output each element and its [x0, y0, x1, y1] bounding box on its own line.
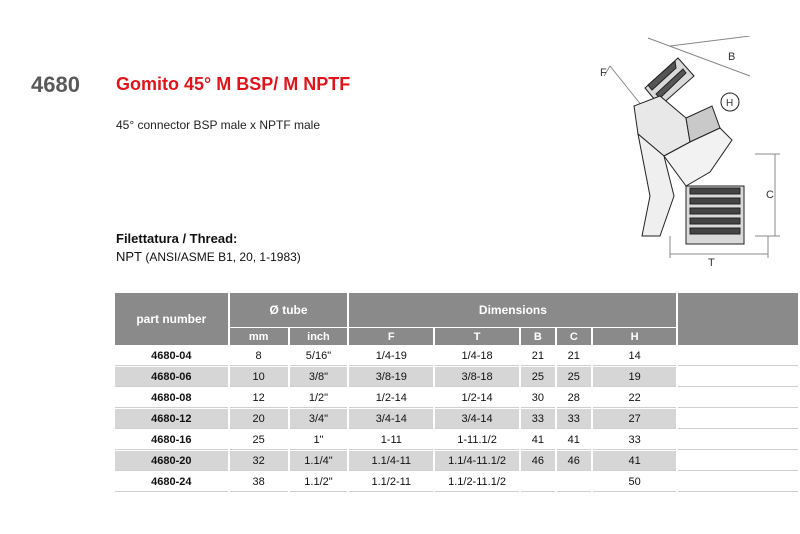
dim-label-f: F: [600, 67, 607, 79]
h-cell: 41: [593, 451, 677, 471]
mm-cell: 38: [230, 472, 288, 492]
inch-cell: 1": [290, 430, 348, 450]
t-cell: 3/4-14: [435, 409, 519, 429]
dim-label-c: C: [766, 189, 774, 201]
part-number-cell: 4680-24: [115, 472, 228, 492]
dim-label-t: T: [708, 257, 715, 269]
mm-cell: 32: [230, 451, 288, 471]
f-cell: 1.1/2-11: [349, 472, 433, 492]
fitting-drawing: [590, 36, 790, 270]
table-row: [115, 388, 798, 408]
part-number-cell: 4680-06: [115, 367, 228, 387]
part-number-cell: 4680-08: [115, 388, 228, 408]
part-number-cell: 4680-20: [115, 451, 228, 471]
inch-cell: 3/8": [290, 367, 348, 387]
header-t: T: [435, 328, 519, 345]
b-cell: 41: [521, 430, 555, 450]
inch-cell: 1.1/4": [290, 451, 348, 471]
thread-value: [116, 249, 301, 264]
t-cell: 1/2-14: [435, 388, 519, 408]
part-number-cell: 4680-12: [115, 409, 228, 429]
dimensions-table: [113, 292, 800, 493]
inch-cell: 5/16": [290, 346, 348, 366]
f-cell: 1/4-19: [349, 346, 433, 366]
t-cell: 1.1/4-11.1/2: [435, 451, 519, 471]
header-inch: inch: [290, 328, 348, 345]
b-cell: 33: [521, 409, 555, 429]
blank-cell: [678, 367, 798, 387]
mm-cell: 12: [230, 388, 288, 408]
inch-cell: 3/4": [290, 409, 348, 429]
f-cell: 3/8-19: [349, 367, 433, 387]
blank-cell: [678, 451, 798, 471]
part-number-cell: 4680-16: [115, 430, 228, 450]
mm-cell: 10: [230, 367, 288, 387]
dim-label-h: H: [726, 98, 734, 109]
h-cell: 14: [593, 346, 677, 366]
t-cell: 1/4-18: [435, 346, 519, 366]
b-cell: 30: [521, 388, 555, 408]
b-cell: 25: [521, 367, 555, 387]
c-cell: 41: [557, 430, 591, 450]
c-cell: 28: [557, 388, 591, 408]
product-title: Gomito 45° M BSP/ M NPTF: [116, 74, 351, 94]
f-cell: 1/2-14: [349, 388, 433, 408]
c-cell: [557, 472, 591, 492]
product-subtitle: 45° connector BSP male x NPTF male: [116, 118, 320, 132]
header-c: C: [557, 328, 591, 345]
mm-cell: 25: [230, 430, 288, 450]
table-row: [115, 409, 798, 429]
table-row: [115, 472, 798, 492]
mm-cell: 8: [230, 346, 288, 366]
t-cell: 3/8-18: [435, 367, 519, 387]
part-number-cell: 4680-04: [115, 346, 228, 366]
blank-cell: [678, 346, 798, 366]
thread-label: Filettatura / Thread:: [116, 231, 238, 246]
t-cell: 1-11.1/2: [435, 430, 519, 450]
mm-cell: 20: [230, 409, 288, 429]
table-row: [115, 451, 798, 471]
table-row: [115, 430, 798, 450]
blank-cell: [678, 430, 798, 450]
thread-standard: (ANSI/ASME B1, 20, 1-1983): [145, 250, 301, 264]
blank-cell: [678, 472, 798, 492]
header-f: F: [349, 328, 433, 345]
table-row: [115, 346, 798, 366]
t-cell: 1.1/2-11.1/2: [435, 472, 519, 492]
header-mm: mm: [230, 328, 288, 345]
inch-cell: 1/2": [290, 388, 348, 408]
h-cell: 19: [593, 367, 677, 387]
f-cell: 1.1/4-11: [349, 451, 433, 471]
header-h: H: [593, 328, 677, 345]
header-part-number: part number: [115, 293, 228, 345]
c-cell: 25: [557, 367, 591, 387]
blank-cell: [678, 409, 798, 429]
inch-cell: 1.1/2": [290, 472, 348, 492]
c-cell: 46: [557, 451, 591, 471]
header-extra: [678, 293, 798, 345]
thread-type: NPT: [116, 249, 142, 264]
table-row: [115, 367, 798, 387]
h-cell: 27: [593, 409, 677, 429]
b-cell: 46: [521, 451, 555, 471]
dim-label-b: B: [728, 51, 736, 63]
header-tube: Ø tube: [230, 293, 348, 327]
f-cell: 1-11: [349, 430, 433, 450]
h-cell: 50: [593, 472, 677, 492]
header-dimensions: Dimensions: [349, 293, 676, 327]
c-cell: 21: [557, 346, 591, 366]
blank-cell: [678, 388, 798, 408]
h-cell: 22: [593, 388, 677, 408]
b-cell: [521, 472, 555, 492]
f-cell: 3/4-14: [349, 409, 433, 429]
header-b: B: [521, 328, 555, 345]
c-cell: 33: [557, 409, 591, 429]
product-code: 4680: [31, 72, 80, 97]
h-cell: 33: [593, 430, 677, 450]
b-cell: 21: [521, 346, 555, 366]
